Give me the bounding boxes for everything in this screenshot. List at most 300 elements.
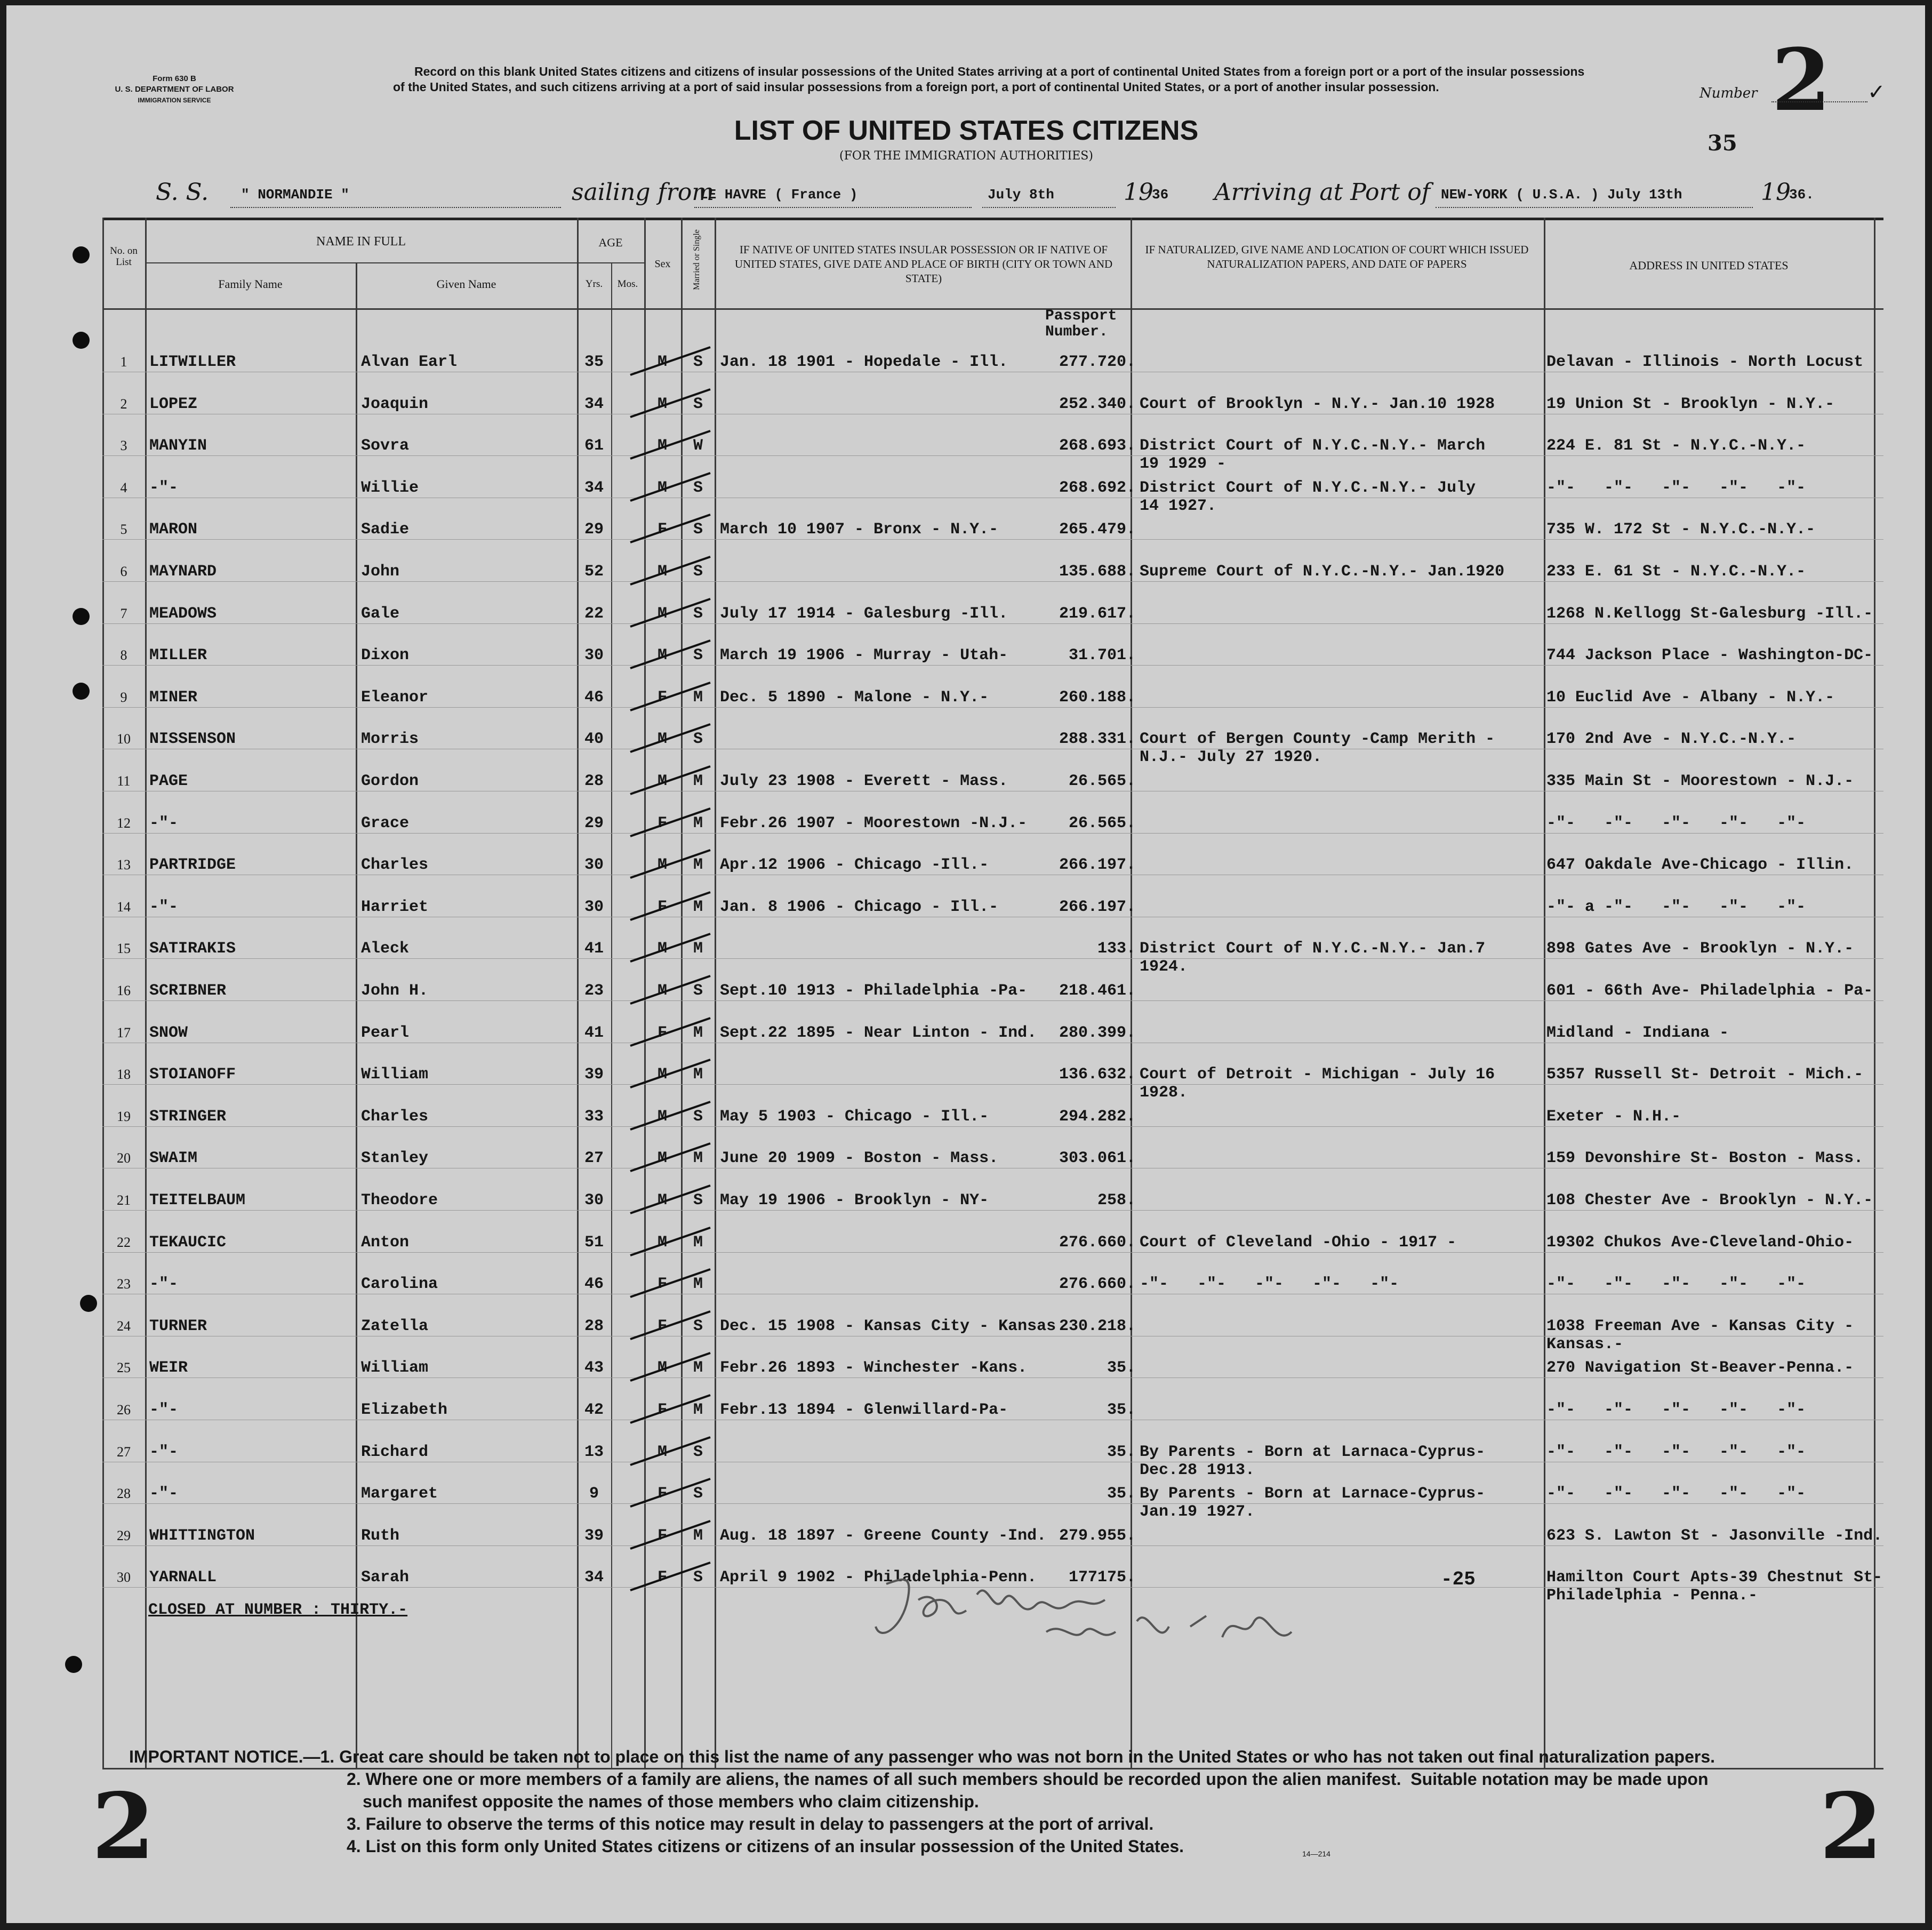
address-line-1: 159 Devonshire St- Boston - Mass.	[1546, 1149, 1864, 1167]
sex: M	[657, 437, 667, 455]
list-number: 6	[120, 564, 127, 579]
list-number: 22	[117, 1235, 131, 1250]
ss-label: S. S.	[156, 179, 209, 206]
passport-number: 258.	[1097, 1191, 1136, 1210]
closed-note: CLOSED AT NUMBER : THIRTY.-	[148, 1601, 408, 1619]
birth-info: March 19 1906 - Murray - Utah-	[720, 646, 1008, 664]
check-stroke-icon	[625, 343, 716, 380]
given-name: Zatella	[361, 1317, 429, 1335]
list-number: 25	[117, 1360, 131, 1375]
given-name: Elizabeth	[361, 1401, 448, 1419]
notice-item-1: —1. Great care should be taken not to place on this list the name of any passenger who was not born in the United States or who has not taken out final naturalization papers.	[303, 1747, 1715, 1766]
address-line-1: 744 Jackson Place - Washington-DC-	[1546, 646, 1873, 664]
age-years: 43	[584, 1359, 604, 1377]
header-family-name: Family Name	[218, 277, 283, 291]
address-line-1: 1038 Freeman Ave - Kansas City -	[1546, 1317, 1854, 1335]
court-line-1: District Court of N.Y.C.-N.Y.- July	[1140, 479, 1476, 497]
sex: F	[657, 688, 667, 707]
family-name: WEIR	[149, 1359, 188, 1377]
check-stroke-icon	[625, 1558, 716, 1596]
row-rule	[102, 833, 1883, 834]
address-line-1: 5357 Russell St- Detroit - Mich.-	[1546, 1066, 1864, 1084]
punch-hole	[73, 608, 90, 625]
passport-number: 219.617.	[1059, 605, 1136, 623]
family-name: -"-	[149, 898, 179, 916]
marital-status: S	[693, 1443, 703, 1461]
row-rule	[102, 1126, 1883, 1127]
sex: M	[657, 646, 667, 664]
sex: F	[657, 1275, 667, 1293]
birth-info: May 5 1903 - Chicago - Ill.-	[720, 1108, 989, 1126]
list-number: 14	[117, 899, 131, 915]
given-name: Gale	[361, 605, 400, 623]
family-name: LITWILLER	[149, 353, 236, 371]
list-number: 2	[120, 396, 127, 412]
sex: M	[657, 353, 667, 371]
marital-status: M	[693, 814, 703, 832]
sex: M	[657, 479, 667, 497]
passport-number: 177175.	[1068, 1568, 1136, 1587]
age-years: 51	[584, 1234, 604, 1252]
list-number: 15	[117, 941, 131, 956]
address-line-1: -"- -"- -"- -"- -"-	[1546, 1443, 1806, 1461]
court-line-2: N.J.- July 27 1920.	[1140, 748, 1322, 766]
print-code: 14—214	[1302, 1849, 1330, 1858]
family-name: TEKAUCIC	[149, 1234, 227, 1252]
marital-status: M	[693, 898, 703, 916]
address-line-2: Kansas.-	[1546, 1335, 1624, 1354]
row-rule	[102, 958, 1883, 959]
age-years: 28	[584, 1317, 604, 1335]
age-years: 39	[584, 1527, 604, 1545]
sex: F	[657, 1485, 667, 1503]
check-stroke-icon	[625, 1181, 716, 1219]
passport-number: 252.340.	[1059, 395, 1136, 413]
address-line-1: 233 E. 61 St - N.Y.C.-N.Y.-	[1546, 563, 1806, 581]
address-line-1: 1268 N.Kellogg St-Galesburg -Ill.-	[1546, 605, 1873, 623]
birth-info: Dec. 15 1908 - Kansas City - Kansas	[720, 1317, 1056, 1335]
address-line-1: Exeter - N.H.-	[1546, 1108, 1681, 1126]
sex: F	[657, 1317, 667, 1335]
department: U. S. DEPARTMENT OF LABOR	[115, 85, 234, 94]
ship-name: " NORMANDIE "	[241, 187, 349, 203]
check-stroke-icon	[625, 762, 716, 799]
marital-status: M	[693, 1024, 703, 1042]
list-number: 18	[117, 1067, 131, 1082]
court-line-1: District Court of N.Y.C.-N.Y.- March	[1140, 437, 1486, 455]
stamp-25: -25	[1441, 1568, 1476, 1590]
address-line-1: -"- -"- -"- -"- -"-	[1546, 1485, 1806, 1503]
punch-hole	[73, 683, 90, 700]
check-stroke-icon	[625, 595, 716, 632]
check-stroke-icon	[625, 678, 716, 716]
sex: M	[657, 772, 667, 790]
marital-status: S	[693, 479, 703, 497]
address-line-1: 224 E. 81 St - N.Y.C.-N.Y.-	[1546, 437, 1806, 455]
marital-status: S	[693, 520, 703, 539]
birth-info: July 17 1914 - Galesburg -Ill.	[720, 605, 1008, 623]
marital-status: S	[693, 1568, 703, 1587]
marital-status: S	[693, 395, 703, 413]
age-years: 61	[584, 437, 604, 455]
age-years: 34	[584, 1568, 604, 1587]
list-number: 1	[120, 354, 127, 370]
court-line-1: District Court of N.Y.C.-N.Y.- Jan.7	[1140, 940, 1486, 958]
family-name: MANYIN	[149, 437, 207, 455]
address-line-1: 601 - 66th Ave- Philadelphia - Pa-	[1546, 982, 1873, 1000]
notice-item-3: 3. Failure to observe the terms of this notice may result in delay to passengers at the port of arrival.	[347, 1814, 1154, 1833]
check-stroke-icon	[625, 510, 716, 548]
marital-status: S	[693, 730, 703, 748]
service: IMMIGRATION SERVICE	[138, 97, 211, 104]
marital-status: S	[693, 563, 703, 581]
check-stroke-icon	[625, 1433, 716, 1470]
sex: M	[657, 940, 667, 958]
court-line-2: Jan.19 1927.	[1140, 1503, 1255, 1521]
arrival-port: NEW-YORK ( U.S.A. ) July 13th	[1441, 187, 1682, 203]
sex: F	[657, 520, 667, 539]
list-number: 3	[120, 438, 127, 453]
passport-number: 288.331.	[1059, 730, 1136, 748]
given-name: Sovra	[361, 437, 410, 455]
marital-status: S	[693, 1485, 703, 1503]
check-stroke-icon	[625, 1349, 716, 1386]
passport-number: 35.	[1107, 1485, 1136, 1503]
form-id: Form 630 B	[153, 74, 196, 83]
list-number: 24	[117, 1318, 131, 1334]
row-rule	[102, 1084, 1883, 1085]
sex: M	[657, 1359, 667, 1377]
notice-heading: IMPORTANT NOTICE.	[129, 1747, 303, 1766]
address-line-1: 108 Chester Ave - Brooklyn - N.Y.-	[1546, 1191, 1873, 1210]
name-header-divider	[145, 262, 577, 263]
row-rule	[102, 665, 1883, 666]
check-stroke-icon	[625, 636, 716, 674]
address-line-1: Hamilton Court Apts-39 Chestnut St-	[1546, 1568, 1883, 1587]
birth-info: Sept.22 1895 - Near Linton - Ind.	[720, 1024, 1037, 1042]
birth-info: Jan. 8 1906 - Chicago - Ill.-	[720, 898, 999, 916]
age-years: 46	[584, 1275, 604, 1293]
marital-status: M	[693, 856, 703, 874]
intro-text: Record on this blank United States citizens and citizens of insular possessions of the United States arriving at a port of continental United States from a foreign port or a port of the insular possessions of the United States, and such citizens arriving at a port of said insular possessions from a foreign port, a port of continental United States, or a port of another insular possession.	[393, 65, 1585, 94]
given-name: Stanley	[361, 1149, 429, 1167]
age-years: 41	[584, 1024, 604, 1042]
given-name: Willie	[361, 479, 419, 497]
birth-info: Febr.26 1907 - Moorestown -N.J.-	[720, 814, 1028, 832]
age-years: 35	[584, 353, 604, 371]
row-rule	[102, 1545, 1883, 1546]
marital-status: M	[693, 1401, 703, 1419]
address-line-1: -"- -"- -"- -"- -"-	[1546, 1275, 1806, 1293]
family-name: PARTRIDGE	[149, 856, 236, 874]
given-name: Joaquin	[361, 395, 429, 413]
header-mos: Mos.	[617, 278, 638, 290]
sex: F	[657, 1401, 667, 1419]
birth-info: Sept.10 1913 - Philadelphia -Pa-	[720, 982, 1028, 1000]
corner-number-right: 2	[1819, 1773, 1883, 1880]
given-name: Margaret	[361, 1485, 438, 1503]
header-yrs: Yrs.	[585, 278, 603, 290]
list-number: 13	[117, 857, 131, 872]
family-name: -"-	[149, 1485, 179, 1503]
address-line-1: 735 W. 172 St - N.Y.C.-N.Y.-	[1546, 520, 1816, 539]
col-line	[145, 218, 147, 1769]
sex: M	[657, 563, 667, 581]
number-label: Number	[1699, 85, 1758, 101]
list-number: 4	[120, 480, 127, 495]
age-years: 28	[584, 772, 604, 790]
passport-number: 276.660.	[1059, 1275, 1136, 1293]
row-rule	[102, 623, 1883, 624]
col-line	[356, 262, 357, 1769]
list-number: 8	[120, 647, 127, 663]
check-stroke-icon	[625, 1475, 716, 1512]
check-stroke-icon	[625, 972, 716, 1009]
year-prefix-2: 19	[1761, 179, 1791, 206]
family-name: MINER	[149, 688, 198, 707]
list-number: 7	[120, 606, 127, 621]
marital-status: S	[693, 1108, 703, 1126]
number-line	[1771, 101, 1867, 102]
list-number: 17	[117, 1025, 131, 1040]
check-stroke-icon	[625, 1307, 716, 1344]
family-name: STRINGER	[149, 1108, 227, 1126]
sex: M	[657, 1443, 667, 1461]
marital-status: W	[693, 437, 703, 455]
sex: F	[657, 1527, 667, 1545]
check-stroke-icon	[625, 1517, 716, 1554]
punch-hole	[73, 246, 90, 263]
age-years: 40	[584, 730, 604, 748]
age-years: 30	[584, 1191, 604, 1210]
list-number: 27	[117, 1444, 131, 1460]
list-number: 16	[117, 983, 131, 998]
birth-info: May 19 1906 - Brooklyn - NY-	[720, 1191, 989, 1210]
given-name: Carolina	[361, 1275, 438, 1293]
given-name: Aleck	[361, 940, 410, 958]
passport-number: 268.693.	[1059, 437, 1136, 455]
sail-date: July 8th	[988, 187, 1054, 203]
given-name: Eleanor	[361, 688, 429, 707]
family-name: -"-	[149, 1401, 179, 1419]
given-name: Morris	[361, 730, 419, 748]
given-name: William	[361, 1359, 429, 1377]
check-stroke-icon	[625, 1265, 716, 1302]
list-number: 26	[117, 1402, 131, 1418]
sex: F	[657, 814, 667, 832]
passport-number: 276.660.	[1059, 1234, 1136, 1252]
court-line-1: Court of Brooklyn - N.Y.- Jan.10 1928	[1140, 395, 1495, 413]
given-name: Ruth	[361, 1527, 400, 1545]
header-passport: Passport Number.	[1045, 308, 1117, 340]
list-number: 29	[117, 1528, 131, 1543]
check-stroke-icon	[625, 846, 716, 883]
family-name: MEADOWS	[149, 605, 217, 623]
given-name: Sadie	[361, 520, 410, 539]
passport-number: 230.218.	[1059, 1317, 1136, 1335]
sail-date-line	[982, 207, 1116, 208]
sex: M	[657, 1066, 667, 1084]
header-age: AGE	[598, 236, 623, 249]
list-number: 10	[117, 731, 131, 747]
list-number: 23	[117, 1276, 131, 1292]
check-stroke-icon	[625, 930, 716, 967]
form-subtitle: (FOR THE IMMIGRATION AUTHORITIES)	[839, 149, 1093, 163]
court-line-2: 19 1929 -	[1140, 455, 1226, 473]
birth-info: Jan. 18 1901 - Hopedale - Ill.	[720, 353, 1008, 371]
court-line-1: Court of Cleveland -Ohio - 1917 -	[1140, 1234, 1457, 1252]
marital-status: S	[693, 1191, 703, 1210]
header-naturalized: IF NATURALIZED, GIVE NAME AND LOCATION OF COURT WHICH ISSUED NATURALIZATION PAPERS, AND DATE OF PAPERS	[1145, 243, 1529, 270]
check-stroke-icon	[625, 888, 716, 925]
passport-number: 26.565.	[1068, 772, 1136, 790]
marital-status: M	[693, 1275, 703, 1293]
sex: F	[657, 1024, 667, 1042]
marital-status: S	[693, 646, 703, 664]
age-header-divider	[577, 262, 644, 263]
row-rule	[102, 581, 1883, 582]
marital-status: S	[693, 982, 703, 1000]
header-address: ADDRESS IN UNITED STATES	[1629, 259, 1789, 272]
address-line-1: -"- -"- -"- -"- -"-	[1546, 1401, 1806, 1419]
header-sex: Sex	[654, 258, 671, 270]
court-line-1: Court of Detroit - Michigan - July 16	[1140, 1066, 1495, 1084]
birth-info: Aug. 18 1897 - Greene County -Ind.	[720, 1527, 1047, 1545]
check-stroke-icon	[625, 1098, 716, 1135]
family-name: SWAIM	[149, 1149, 198, 1167]
passport-number: 26.565.	[1068, 814, 1136, 832]
birth-info: March 10 1907 - Bronx - N.Y.-	[720, 520, 999, 539]
age-years: 30	[584, 856, 604, 874]
list-number: 5	[120, 522, 127, 537]
given-name: Charles	[361, 1108, 429, 1126]
sex: M	[657, 982, 667, 1000]
notice-item-4: 4. List on this form only United States citizens or citizens of an insular possession of the United States.	[347, 1837, 1184, 1856]
marital-status: M	[693, 1359, 703, 1377]
passport-number: 31.701.	[1068, 646, 1136, 664]
family-name: LOPEZ	[149, 395, 198, 413]
age-years: 34	[584, 395, 604, 413]
sailing-line	[694, 207, 972, 208]
table-top-border	[102, 218, 1883, 220]
row-rule	[102, 455, 1883, 456]
given-name: Gordon	[361, 772, 419, 790]
court-line-2: 1928.	[1140, 1084, 1188, 1102]
inspector-signature	[870, 1568, 1372, 1659]
address-line-1: Midland - Indiana -	[1546, 1024, 1729, 1042]
passport-number: 136.632.	[1059, 1066, 1136, 1084]
marital-status: M	[693, 1149, 703, 1167]
age-years: 39	[584, 1066, 604, 1084]
age-years: 30	[584, 898, 604, 916]
check-stroke-icon	[625, 1014, 716, 1051]
row-rule	[102, 707, 1883, 708]
list-number: 11	[117, 773, 131, 789]
family-name: SNOW	[149, 1024, 188, 1042]
check-stroke-icon	[625, 1055, 716, 1093]
age-years: 29	[584, 520, 604, 539]
address-line-1: -"- a -"- -"- -"- -"-	[1546, 898, 1806, 916]
row-rule	[102, 1252, 1883, 1253]
passport-number: 294.282.	[1059, 1108, 1136, 1126]
birth-info: Apr.12 1906 - Chicago -Ill.-	[720, 856, 989, 874]
notice-item-2b: such manifest opposite the names of those members who claim citizenship.	[363, 1792, 979, 1811]
marital-status: S	[693, 1317, 703, 1335]
sex: M	[657, 605, 667, 623]
given-name: John	[361, 563, 400, 581]
age-years: 22	[584, 605, 604, 623]
list-number: 21	[117, 1192, 131, 1208]
age-years: 29	[584, 814, 604, 832]
passport-number: 266.197.	[1059, 856, 1136, 874]
address-line-1: Delavan - Illinois - North Locust	[1546, 353, 1864, 371]
address-line-1: 170 2nd Ave - N.Y.C.-N.Y.-	[1546, 730, 1797, 748]
passport-number: 280.399.	[1059, 1024, 1136, 1042]
passport-number: 303.061.	[1059, 1149, 1136, 1167]
address-line-1: -"- -"- -"- -"- -"-	[1546, 479, 1806, 497]
notice-line-1	[129, 1745, 1715, 1768]
court-line-1: Supreme Court of N.Y.C.-N.Y.- Jan.1920	[1140, 563, 1505, 581]
list-number: 12	[117, 815, 131, 831]
passport-number: 277.720.	[1059, 353, 1136, 371]
family-name: MILLER	[149, 646, 207, 664]
check-stroke-icon	[625, 1223, 716, 1261]
birth-info: Dec. 5 1890 - Malone - N.Y.-	[720, 688, 989, 707]
age-years: 30	[584, 646, 604, 664]
header-name-in-full: NAME IN FULL	[316, 235, 406, 249]
family-name: STOIANOFF	[149, 1066, 236, 1084]
family-name: -"-	[149, 814, 179, 832]
sex: M	[657, 856, 667, 874]
family-name: TEITELBAUM	[149, 1191, 246, 1210]
age-years: 34	[584, 479, 604, 497]
birth-info: April 9 1902 - Philadelphia-Penn.	[720, 1568, 1037, 1587]
ship-line	[230, 207, 561, 208]
sex: F	[657, 898, 667, 916]
given-name: John H.	[361, 982, 429, 1000]
passport-number: 268.692.	[1059, 479, 1136, 497]
passport-number: 260.188.	[1059, 688, 1136, 707]
family-name: WHITTINGTON	[149, 1527, 255, 1545]
header-birth: IF NATIVE OF UNITED STATES INSULAR POSSESSION OR IF NATIVE OF UNITED STATES, GIVE DATE AND PLACE OF BIRTH (CITY OR TOWN AND STATE)	[734, 243, 1113, 285]
given-name: Anton	[361, 1234, 410, 1252]
row-rule	[102, 539, 1883, 540]
given-name: Pearl	[361, 1024, 410, 1042]
check-stroke-icon	[625, 427, 716, 464]
passport-number: 133.	[1097, 940, 1136, 958]
court-line-2: 1924.	[1140, 958, 1188, 976]
court-line-2: 14 1927.	[1140, 497, 1217, 515]
family-name: SATIRAKIS	[149, 940, 236, 958]
corner-number-left: 2	[92, 1773, 155, 1880]
check-mark-icon: ✓	[1867, 80, 1886, 105]
age-years: 52	[584, 563, 604, 581]
check-stroke-icon	[625, 1391, 716, 1428]
address-line-1: 623 S. Lawton St - Jasonville -Ind.	[1546, 1527, 1883, 1545]
given-name: Dixon	[361, 646, 410, 664]
header-no: No. on List	[110, 245, 138, 268]
given-name: Theodore	[361, 1191, 438, 1210]
family-name: YARNALL	[149, 1568, 217, 1587]
sex: F	[657, 1568, 667, 1587]
age-years: 23	[584, 982, 604, 1000]
court-line-1: By Parents - Born at Larnace-Cyprus-	[1140, 1485, 1486, 1503]
address-line-1: 19 Union St - Brooklyn - N.Y.-	[1546, 395, 1835, 413]
passport-number: 266.197.	[1059, 898, 1136, 916]
sex: M	[657, 1191, 667, 1210]
marital-status: M	[693, 1066, 703, 1084]
header-bottom-border	[102, 308, 1883, 310]
